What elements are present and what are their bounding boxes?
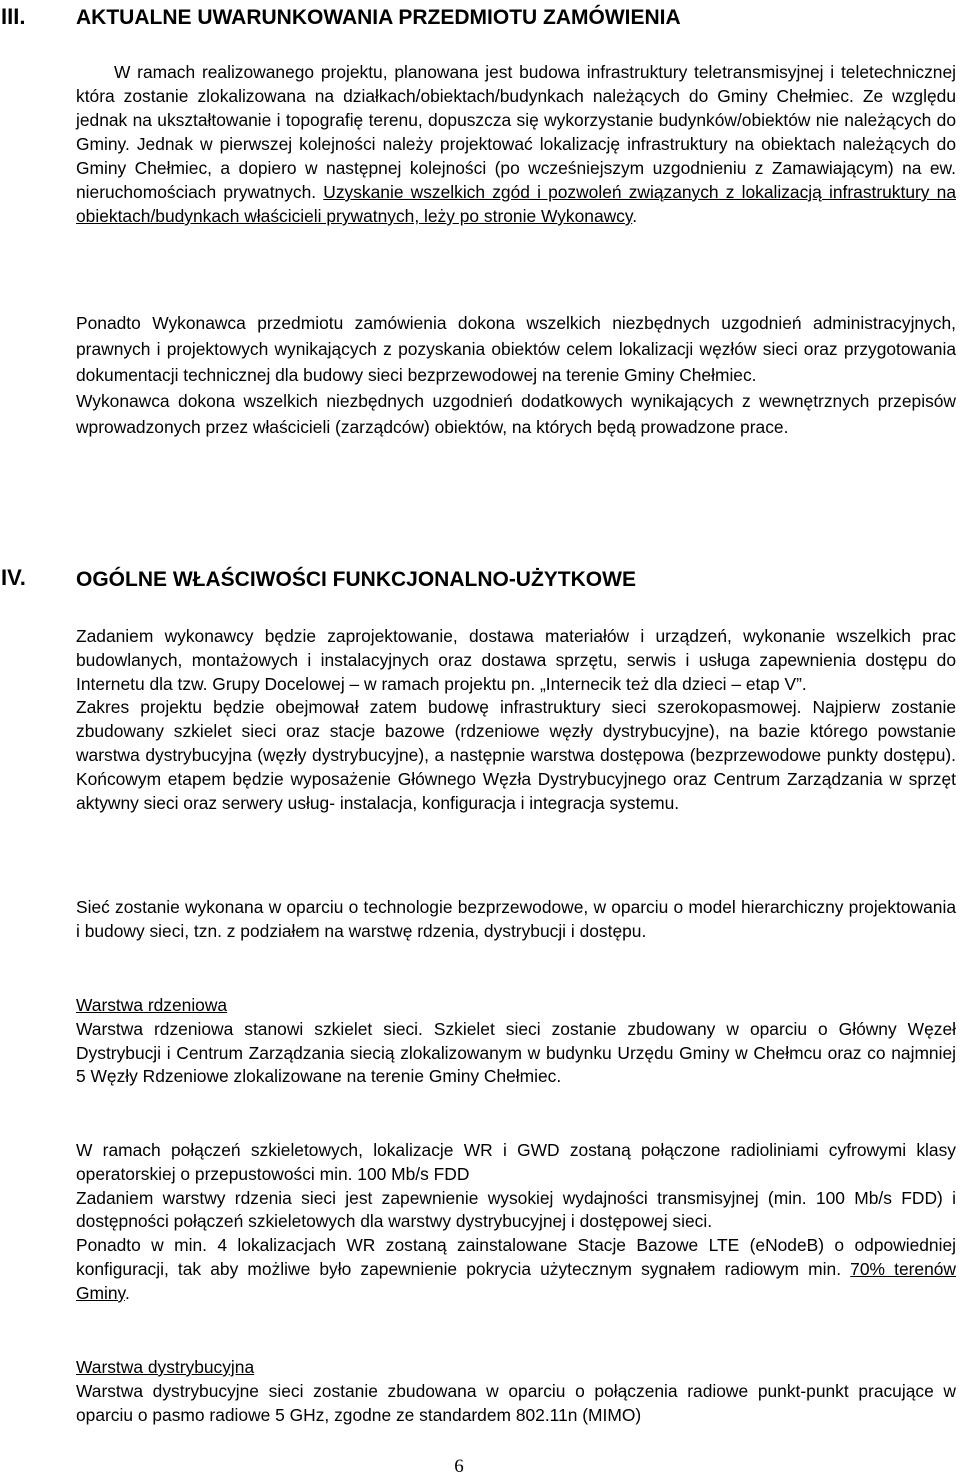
section-4-title: OGÓLNE WŁAŚCIWOŚCI FUNKCJONALNO-UŻYTKOWE: [76, 568, 636, 591]
core-layer-heading: Warstwa rdzeniowa: [76, 995, 228, 1015]
section-4-paragraph-1: Zadaniem wykonawcy będzie zaprojektowanie, dostawa materiałów i urządzeń, wykonanie wszelkich prac budowlanych, montażowych i instalacyjnych oraz dostawa sprzętu, serwis i usługa zapewnienia dostępu do Internetu dla tzw. Grupy Docelowej – w ramach projektu pn. „Internecik też dla dzieci – etap V”.: [76, 626, 956, 694]
section-3-number: III.: [1, 4, 26, 29]
section-3-title: AKTUALNE UWARUNKOWANIA PRZEDMIOTU ZAMÓWIENIA: [76, 6, 681, 29]
section-3-body-2: [76, 310, 956, 440]
section-4-body-2: [76, 896, 956, 944]
section-4-number: IV.: [1, 565, 26, 590]
distribution-layer-paragraph: Warstwa dystrybucyjne sieci zostanie zbudowana w oparciu o połączenia radiowe punkt-punkt pracujące w oparciu o pasmo radiowe 5 GHz, zgodne ze standardem 802.11n (MIMO): [76, 1380, 956, 1425]
page-number: 6: [454, 1456, 464, 1477]
section-4-paragraph-2: Zakres projektu będzie obejmował zatem budowę infrastruktury sieci szerokopasmowej. Najpierw zostanie zbudowany szkielet sieci oraz stacje bazowe (rdzeniowe węzły dystrybucyjne), na bazie którego powstanie warstwa dystrybucyjna (węzły dystrybucyjne), a następnie warstwa dostępowa (bezprzewodowe punkty dostępu). Końcowym etapem będzie wyposażenie Głównego Węzła Dystrybucyjnego oraz Centrum Zarządzania w sprzęt aktywny sieci oraz serwery usług- instalacja, konfiguracja i integracja systemu.: [76, 697, 956, 813]
backbone-links-paragraph-2: Zadaniem warstwy rdzenia sieci jest zapewnienie wysokiej wydajności transmisyjnej (min. 100 Mb/s FDD) i dostępności połączeń szkieletowych dla warstwy dystrybucyjnej i dostępowej sieci.: [76, 1187, 956, 1232]
section-3-paragraph-2: Ponadto Wykonawca przedmiotu zamówienia dokona wszelkich niezbędnych uzgodnień administracyjnych, prawnych i projektowych wynikających z pozyskania obiektów celem lokalizacji węzłów sieci oraz przygotowania dokumentacji technicznej dla budowy sieci bezprzewodowej na terenie Gminy Chełmiec.: [76, 313, 956, 385]
section-3-paragraph-1: W ramach realizowanego projektu, planowana jest budowa infrastruktury teletransmisyjnej i teletechnicznej która zostanie zlokalizowana na działkach/obiektach/budynkach należących do Gminy Chełmiec. Ze względu jednak na ukształtowanie i topografię terenu, dopuszcza się wykorzystanie budynków/obiektów nie należących do Gminy. Jednak w pierwszej kolejności należy projektować lokalizację infrastruktury na obiektach należących do Gminy Chełmiec, a dopiero w następnej kolejności (po wcześniejszym uzgodnieniu z Zamawiającym) na ew. nieruchomościach prywatnych.: [76, 62, 956, 202]
section-4-body-1: [76, 625, 956, 815]
distribution-layer-block: [76, 1356, 956, 1427]
section-3-paragraph-1-underlined: Uzyskanie wszelkich zgód i pozwoleń związanych z lokalizacją infrastruktury na obiektach/budynkach właścicieli prywatnych, leży po stronie Wykonawcy: [76, 182, 956, 226]
lte-paragraph: [76, 1234, 956, 1305]
section-4-paragraph-3: Sieć zostanie wykonana w oparciu o technologie bezprzewodowe, w oparciu o model hierarchiczny projektowania i budowy sieci, tzn. z podziałem na warstwę rdzenia, dystrybucji i dostępu.: [76, 897, 956, 941]
section-3-paragraph-1-end: .: [632, 206, 638, 226]
section-3-paragraph-3: Wykonawca dokona wszelkich niezbędnych uzgodnień dodatkowych wynikających z wewnętrznych przepisów wprowadzonych przez właścicieli (zarządców) obiektów, na których będą prowadzone prace.: [76, 391, 956, 437]
core-layer-block: [76, 994, 956, 1089]
distribution-layer-heading: Warstwa dystrybucyjna: [76, 1357, 255, 1377]
lte-coverage-underlined: 70% terenów Gminy: [76, 1258, 956, 1303]
lte-end: .: [124, 1282, 130, 1303]
lte-text: Ponadto w min. 4 lokalizacjach WR zostaną zainstalowane Stacje Bazowe LTE (eNodeB) o odpowiedniej konfiguracji, tak aby możliwe było zapewnienie pokrycia użytecznym sygnałem radiowym min.: [76, 1235, 956, 1279]
backbone-links-paragraph-1: W ramach połączeń szkieletowych, lokalizacje WR i GWD zostaną połączone radioliniami cyfrowymi klasy operatorskiej o przepustowości min. 100 Mb/s FDD: [76, 1140, 956, 1184]
core-layer-paragraph: Warstwa rdzeniowa stanowi szkielet sieci. Szkielet sieci zostanie zbudowany w oparciu o Główny Węzeł Dystrybucji i Centrum Zarządzania siecią zlokalizowanym w budynku Urzędu Gminy w Chełmcu oraz co najmniej 5 Węzły Rdzeniowe zlokalizowane na terenie Gminy Chełmiec.: [76, 1018, 956, 1087]
backbone-links-block: [76, 1139, 956, 1306]
section-3-body-1: [76, 60, 956, 228]
